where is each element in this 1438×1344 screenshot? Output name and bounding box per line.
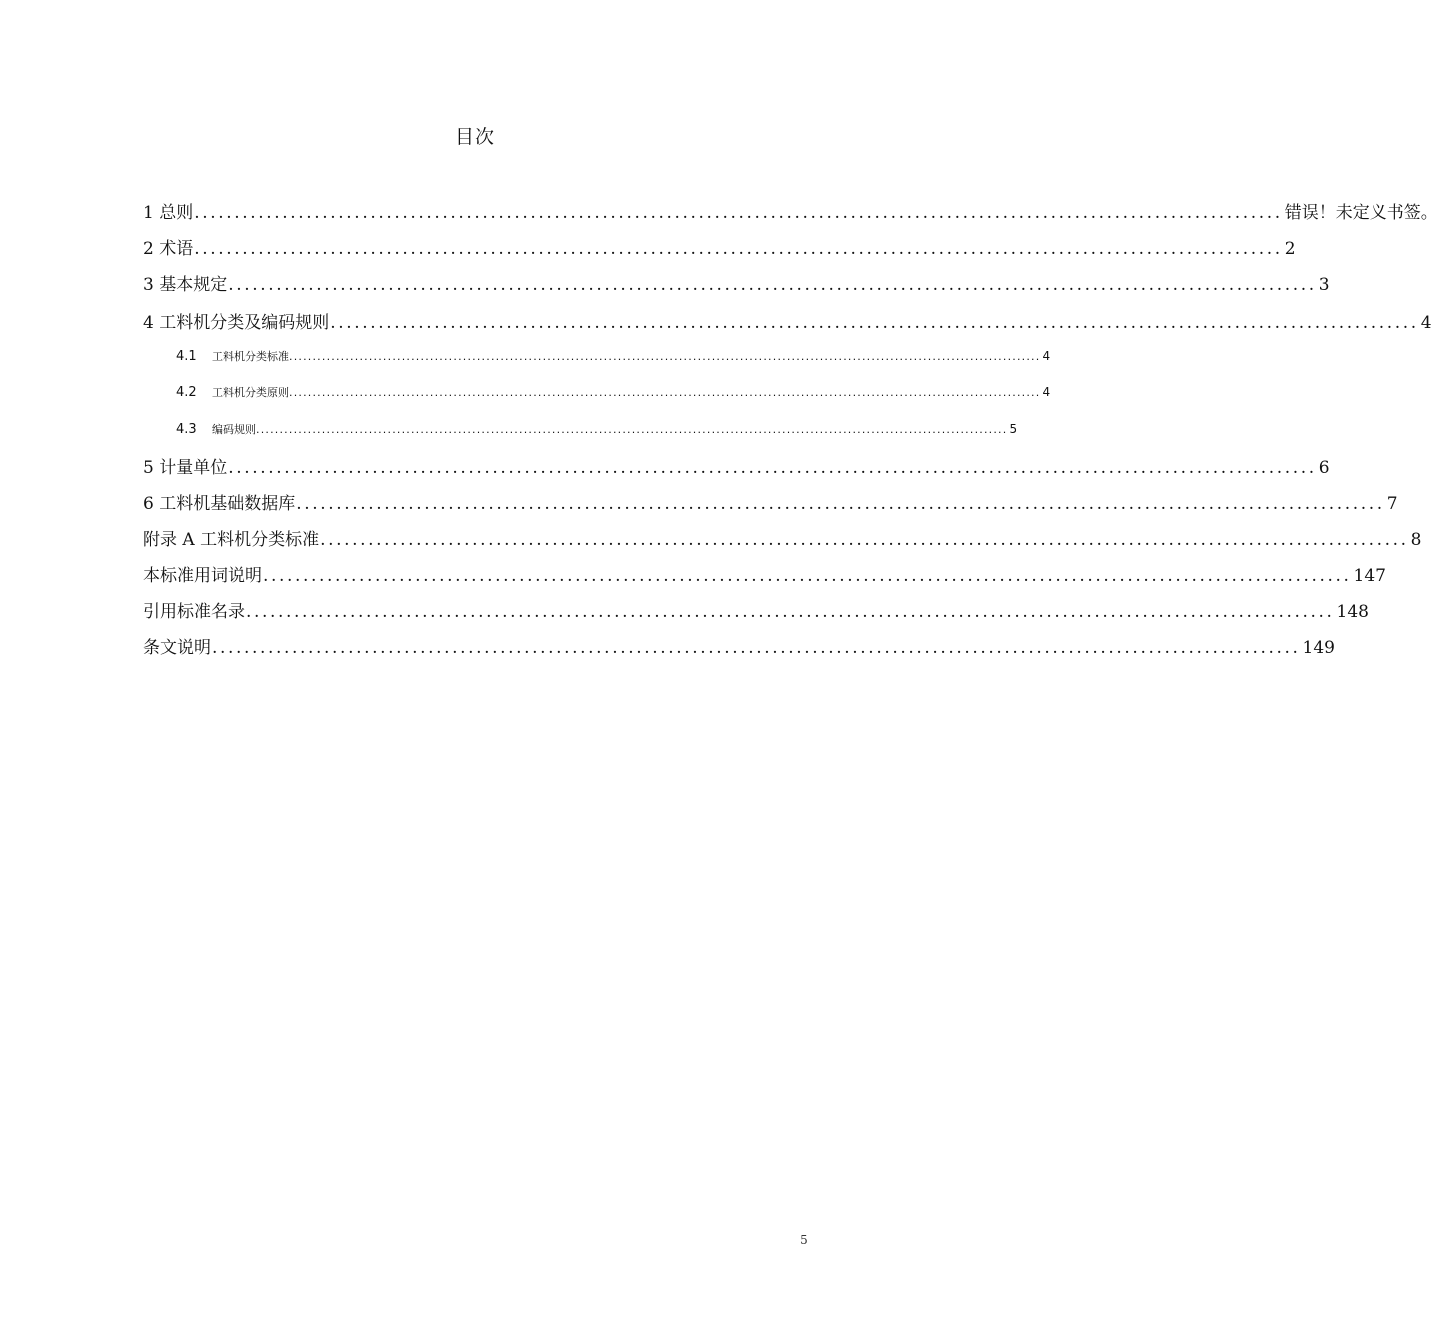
toc-entry-label: 工料机分类原则 [212, 386, 289, 399]
toc-entry-label: 3 基本规定 [143, 275, 228, 295]
toc-leader-dots: ........................................................................................................................................ [330, 313, 1419, 333]
toc-entry-label: 4 工料机分类及编码规则 [143, 313, 330, 333]
toc-entry-referenced-standards[interactable] [143, 597, 1369, 622]
toc-entry-page: 4 [1420, 313, 1432, 333]
toc-entry-page: 147 [1353, 566, 1386, 586]
toc-entry-page: 3 [1318, 275, 1330, 295]
toc-leader-dots: ........................................................................................................................................ [228, 275, 1317, 295]
toc-entry-appendix-a[interactable] [143, 525, 1422, 550]
toc-entry-page: 6 [1318, 458, 1330, 478]
toc-subentry-number: 4.3 [176, 422, 197, 437]
toc-entry-page: 149 [1302, 638, 1335, 658]
toc-entry-label: 本标准用词说明 [143, 566, 262, 586]
toc-subentry-4-2[interactable] [176, 384, 1051, 400]
toc-subentry-4-1[interactable] [176, 348, 1051, 364]
toc-entry-page: 2 [1284, 239, 1296, 259]
toc-subentry-number: 4.2 [176, 385, 197, 400]
toc-subentry-4-3[interactable] [176, 421, 1018, 437]
toc-entry-page: 8 [1410, 530, 1422, 550]
toc-entry-wording[interactable] [143, 561, 1386, 586]
toc-entry-label: 条文说明 [143, 638, 211, 658]
toc-leader-dots: ........................................................................................................................................ [296, 494, 1385, 514]
toc-leader-dots: ........................................................................................................................................ [320, 530, 1409, 550]
toc-entry-label: 6 工料机基础数据库 [143, 494, 296, 514]
toc-entry-label: 1 总则 [143, 203, 194, 223]
toc-leader-dots: ................................................................................................................................................................ [289, 386, 1041, 399]
toc-title: 目次 [454, 126, 495, 148]
toc-entry-page: 错误！未定义书签。 [1284, 203, 1438, 223]
page-number: 5 [800, 1233, 808, 1247]
toc-entry-general[interactable] [143, 198, 1438, 223]
toc-entry-units[interactable] [143, 453, 1330, 478]
toc-entry-explanations[interactable] [143, 633, 1335, 658]
toc-entry-label: 附录 A 工料机分类标准 [143, 530, 320, 550]
toc-entry-classification-coding[interactable] [143, 308, 1432, 333]
toc-entry-page: 4 [1042, 349, 1051, 363]
toc-leader-dots: ........................................................................................................................................ [194, 239, 1283, 259]
toc-entry-page: 4 [1042, 385, 1051, 399]
toc-entry-page: 5 [1009, 422, 1018, 436]
toc-leader-dots: ........................................................................................................................................ [228, 458, 1317, 478]
toc-entry-label: 工料机分类标准 [212, 350, 289, 363]
toc-entry-label: 2 术语 [143, 239, 194, 259]
toc-subentry-number: 4.1 [176, 349, 197, 364]
toc-entry-label: 引用标准名录 [143, 602, 245, 622]
toc-entry-page: 148 [1336, 602, 1369, 622]
toc-entry-basic-provisions[interactable] [143, 270, 1330, 295]
toc-entry-page: 7 [1386, 494, 1398, 514]
toc-entry-label: 编码规则 [212, 423, 256, 436]
toc-leader-dots: ................................................................................................................................................................ [256, 423, 1008, 436]
toc-leader-dots: ........................................................................................................................................ [246, 602, 1335, 622]
toc-leader-dots: ................................................................................................................................................................ [289, 350, 1041, 363]
toc-leader-dots: ........................................................................................................................................ [212, 638, 1301, 658]
toc-entry-terms[interactable] [143, 234, 1296, 259]
toc-entry-database[interactable] [143, 489, 1398, 514]
toc-leader-dots: ........................................................................................................................................ [194, 203, 1283, 223]
toc-entry-label: 5 计量单位 [143, 458, 228, 478]
toc-leader-dots: ........................................................................................................................................ [263, 566, 1352, 586]
